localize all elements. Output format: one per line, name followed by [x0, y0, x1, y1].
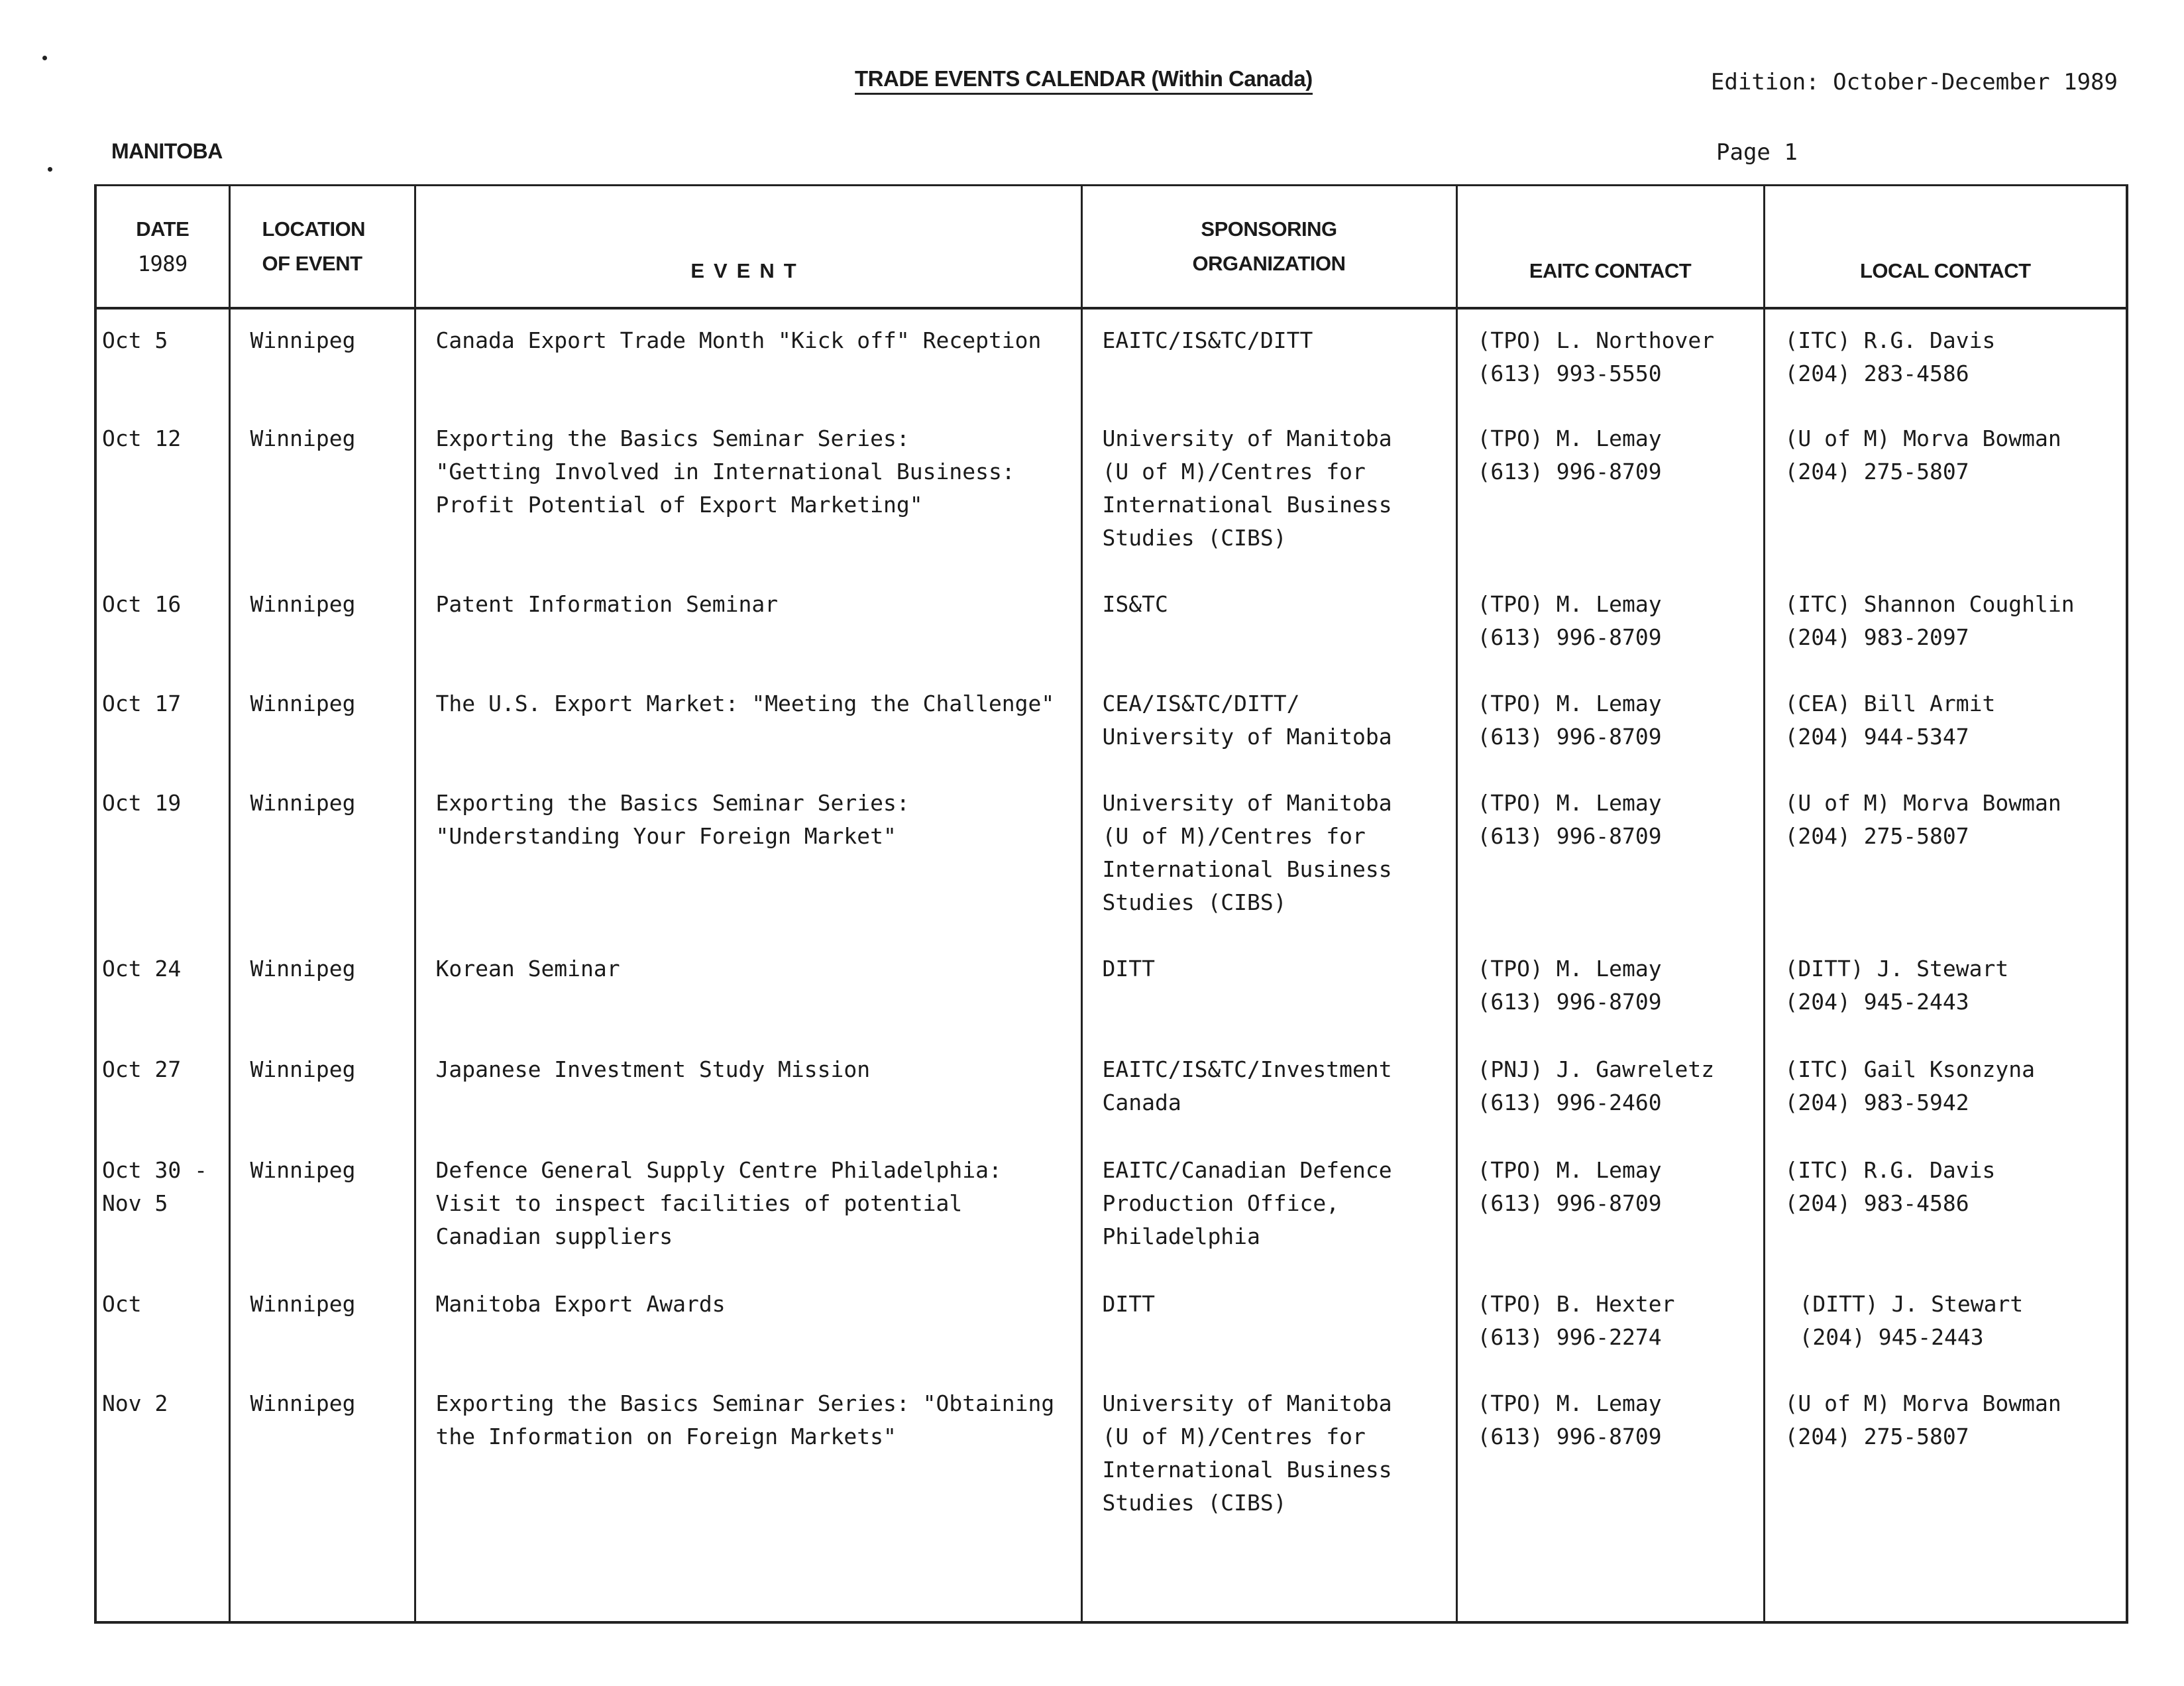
- blank-cell: [95, 1545, 229, 1622]
- location-cell: Winnipeg: [229, 772, 415, 938]
- event-cell: Defence General Supply Centre Philadelphia: Visit to inspect facilities of potential Canadian suppliers: [415, 1139, 1081, 1273]
- date-cell: Oct 19: [95, 772, 229, 938]
- location-cell: Winnipeg: [229, 1373, 415, 1545]
- event-cell: Patent Information Seminar: [415, 573, 1081, 673]
- blank-cell: [1081, 1545, 1456, 1622]
- table-row: [95, 573, 2127, 673]
- location-cell: Winnipeg: [229, 408, 415, 573]
- sponsor-cell: EAITC/IS&TC/Investment Canada: [1081, 1039, 1456, 1139]
- table-row: [95, 308, 2127, 408]
- local-contact-cell: (ITC) R.G. Davis (204) 983-4586: [1764, 1139, 2127, 1273]
- local-contact-cell: (ITC) Gail Ksonzyna (204) 983-5942: [1764, 1039, 2127, 1139]
- column-header-location: LOCATION OF EVENT: [229, 186, 415, 309]
- local-contact-cell: (ITC) Shannon Coughlin (204) 983-2097: [1764, 573, 2127, 673]
- event-cell: The U.S. Export Market: "Meeting the Challenge": [415, 673, 1081, 772]
- local-contact-cell: (DITT) J. Stewart (204) 945-2443: [1764, 1273, 2127, 1373]
- date-cell: Oct: [95, 1273, 229, 1373]
- eaitc-contact-cell: (TPO) M. Lemay (613) 996-8709: [1456, 408, 1764, 573]
- sponsor-cell: CEA/IS&TC/DITT/ University of Manitoba: [1081, 673, 1456, 772]
- date-cell: Oct 16: [95, 573, 229, 673]
- table-row: [95, 1039, 2127, 1139]
- date-cell: Oct 5: [95, 308, 229, 408]
- margin-dot-bottom: [48, 167, 52, 172]
- eaitc-contact-cell: (TPO) M. Lemay (613) 996-8709: [1456, 1373, 1764, 1545]
- sponsor-cell: University of Manitoba (U of M)/Centres for International Business Studies (CIBS): [1081, 408, 1456, 573]
- eaitc-contact-cell: (TPO) M. Lemay (613) 996-8709: [1456, 1139, 1764, 1273]
- table-row: [95, 1273, 2127, 1373]
- location-cell: Winnipeg: [229, 1139, 415, 1273]
- date-cell: Oct 17: [95, 673, 229, 772]
- event-cell: Korean Seminar: [415, 938, 1081, 1039]
- document-title: TRADE EVENTS CALENDAR (Within Canada): [855, 66, 1313, 95]
- eaitc-contact-cell: (PNJ) J. Gawreletz (613) 996-2460: [1456, 1039, 1764, 1139]
- eaitc-contact-cell: (TPO) M. Lemay (613) 996-8709: [1456, 772, 1764, 938]
- eaitc-contact-cell: (TPO) M. Lemay (613) 996-8709: [1456, 573, 1764, 673]
- margin-dot-top: [42, 56, 47, 60]
- page-number: Page 1: [1716, 139, 1798, 166]
- location-cell: Winnipeg: [229, 1273, 415, 1373]
- table-row: [95, 1139, 2127, 1273]
- eaitc-contact-cell: (TPO) M. Lemay (613) 996-8709: [1456, 673, 1764, 772]
- eaitc-contact-cell: (TPO) B. Hexter (613) 996-2274: [1456, 1273, 1764, 1373]
- location-cell: Winnipeg: [229, 573, 415, 673]
- local-contact-cell: (ITC) R.G. Davis (204) 283-4586: [1764, 308, 2127, 408]
- sponsor-cell: IS&TC: [1081, 573, 1456, 673]
- blank-cell: [1764, 1545, 2127, 1622]
- date-cell: Oct 27: [95, 1039, 229, 1139]
- blank-cell: [1456, 1545, 1764, 1622]
- table-row: [95, 938, 2127, 1039]
- local-contact-cell: (CEA) Bill Armit (204) 944-5347: [1764, 673, 2127, 772]
- date-cell: Oct 30 - Nov 5: [95, 1139, 229, 1273]
- table-row: [95, 772, 2127, 938]
- sponsor-cell: University of Manitoba (U of M)/Centres for International Business Studies (CIBS): [1081, 1373, 1456, 1545]
- eaitc-contact-cell: (TPO) M. Lemay (613) 996-8709: [1456, 938, 1764, 1039]
- local-contact-cell: (U of M) Morva Bowman (204) 275-5807: [1764, 772, 2127, 938]
- column-header-eaitc-contact: EAITC CONTACT: [1456, 186, 1764, 309]
- sponsor-cell: EAITC/Canadian Defence Production Office, Philadelphia: [1081, 1139, 1456, 1273]
- edition-label: Edition: October-December 1989: [1710, 69, 2118, 95]
- event-cell: Exporting the Basics Seminar Series: "Obtaining the Information on Foreign Markets": [415, 1373, 1081, 1545]
- blank-cell: [229, 1545, 415, 1622]
- event-cell: Canada Export Trade Month "Kick off" Reception: [415, 308, 1081, 408]
- event-cell: Exporting the Basics Seminar Series: "Understanding Your Foreign Market": [415, 772, 1081, 938]
- sponsor-cell: DITT: [1081, 1273, 1456, 1373]
- column-header-event: EVENT: [415, 186, 1081, 309]
- column-header-local-contact: LOCAL CONTACT: [1764, 186, 2127, 309]
- location-cell: Winnipeg: [229, 308, 415, 408]
- local-contact-cell: (DITT) J. Stewart (204) 945-2443: [1764, 938, 2127, 1039]
- province-heading: MANITOBA: [111, 139, 223, 163]
- event-cell: Manitoba Export Awards: [415, 1273, 1081, 1373]
- date-cell: Oct 24: [95, 938, 229, 1039]
- column-header-date: DATE 1989: [95, 186, 229, 309]
- table-row: [95, 673, 2127, 772]
- table-row: [95, 408, 2127, 573]
- local-contact-cell: (U of M) Morva Bowman (204) 275-5807: [1764, 408, 2127, 573]
- table-blank-space: [95, 1545, 2127, 1622]
- events-calendar-table: [94, 184, 2128, 1624]
- sponsor-cell: DITT: [1081, 938, 1456, 1039]
- table-row: [95, 1373, 2127, 1545]
- blank-cell: [415, 1545, 1081, 1622]
- event-cell: Japanese Investment Study Mission: [415, 1039, 1081, 1139]
- event-cell: Exporting the Basics Seminar Series: "Getting Involved in International Business: Profit Potential of Export Marketing": [415, 408, 1081, 573]
- location-cell: Winnipeg: [229, 673, 415, 772]
- table-header-row: [95, 186, 2127, 309]
- eaitc-contact-cell: (TPO) L. Northover (613) 993-5550: [1456, 308, 1764, 408]
- location-cell: Winnipeg: [229, 1039, 415, 1139]
- sponsor-cell: EAITC/IS&TC/DITT: [1081, 308, 1456, 408]
- sponsor-cell: University of Manitoba (U of M)/Centres for International Business Studies (CIBS): [1081, 772, 1456, 938]
- local-contact-cell: (U of M) Morva Bowman (204) 275-5807: [1764, 1373, 2127, 1545]
- location-cell: Winnipeg: [229, 938, 415, 1039]
- column-header-sponsor: SPONSORING ORGANIZATION: [1081, 186, 1456, 309]
- date-cell: Oct 12: [95, 408, 229, 573]
- date-cell: Nov 2: [95, 1373, 229, 1545]
